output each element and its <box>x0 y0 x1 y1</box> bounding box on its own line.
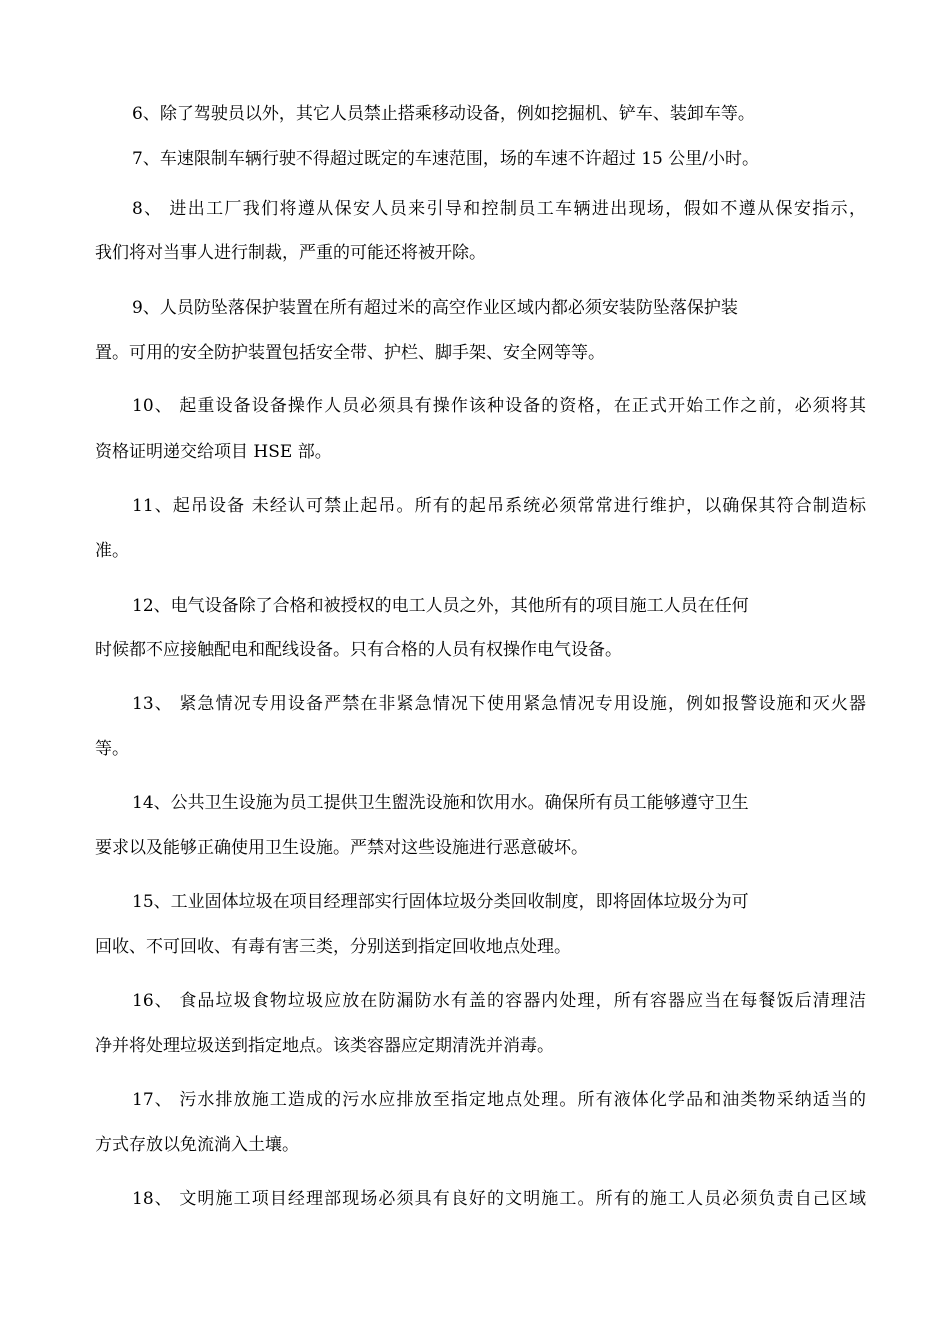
para-10-line-1: 10、 起重设备设备操作人员必须具有操作该种设备的资格，在正式开始工作之前，必须将其 <box>132 396 866 416</box>
para-11-line-1: 11、起吊设备 未经认可禁止起吊。所有的起吊系统必须常常进行维护，以确保其符合制造标 <box>132 496 866 516</box>
para-14-line-2: 要求以及能够正确使用卫生设施。严禁对这些设施进行恶意破坏。 <box>95 838 588 858</box>
para-14-line-1: 14、公共卫生设施为员工提供卫生盥洗设施和饮用水。确保所有员工能够遵守卫生 <box>132 793 749 813</box>
para-9-line-2: 置。可用的安全防护装置包括安全带、护栏、脚手架、安全网等等。 <box>95 343 605 363</box>
para-12-line-2: 时候都不应接触配电和配线设备。只有合格的人员有权操作电气设备。 <box>95 640 622 660</box>
para-13-line-2: 等。 <box>95 739 129 759</box>
para-16-line-2: 净并将处理垃圾送到指定地点。该类容器应定期清洗并消毒。 <box>95 1036 554 1056</box>
para-17-line-2: 方式存放以免流淌入土壤。 <box>95 1135 299 1155</box>
para-6-line-1: 6、除了驾驶员以外，其它人员禁止搭乘移动设备，例如挖掘机、铲车、装卸车等。 <box>132 104 755 124</box>
para-16-line-1: 16、 食品垃圾食物垃圾应放在防漏防水有盖的容器内处理，所有容器应当在每餐饭后清理洁 <box>132 991 866 1011</box>
para-11-line-2: 准。 <box>95 541 129 561</box>
para-18-line-1: 18、 文明施工项目经理部现场必须具有良好的文明施工。所有的施工人员必须负责自己区域 <box>132 1189 866 1209</box>
para-9-line-1: 9、人员防坠落保护装置在所有超过米的高空作业区域内都必须安装防坠落保护装 <box>132 298 738 318</box>
para-10-line-2: 资格证明递交给项目 HSE 部。 <box>95 442 332 462</box>
para-13-line-1: 13、 紧急情况专用设备严禁在非紧急情况下使用紧急情况专用设施，例如报警设施和灭火器 <box>132 694 866 714</box>
para-15-line-2: 回收、不可回收、有毒有害三类，分别送到指定回收地点处理。 <box>95 937 571 957</box>
para-8-line-1: 8、 进出工厂我们将遵从保安人员来引导和控制员工车辆进出现场，假如不遵从保安指示， <box>132 199 866 219</box>
para-15-line-1: 15、工业固体垃圾在项目经理部实行固体垃圾分类回收制度，即将固体垃圾分为可 <box>132 892 749 912</box>
para-8-line-2: 我们将对当事人进行制裁，严重的可能还将被开除。 <box>95 243 486 263</box>
para-7-line-1: 7、车速限制车辆行驶不得超过既定的车速范围，场的车速不许超过 15 公里/小时。 <box>132 149 759 169</box>
para-17-line-1: 17、 污水排放施工造成的污水应排放至指定地点处理。所有液体化学品和油类物采纳适当的 <box>132 1090 866 1110</box>
para-12-line-1: 12、电气设备除了合格和被授权的电工人员之外，其他所有的项目施工人员在任何 <box>132 596 749 616</box>
